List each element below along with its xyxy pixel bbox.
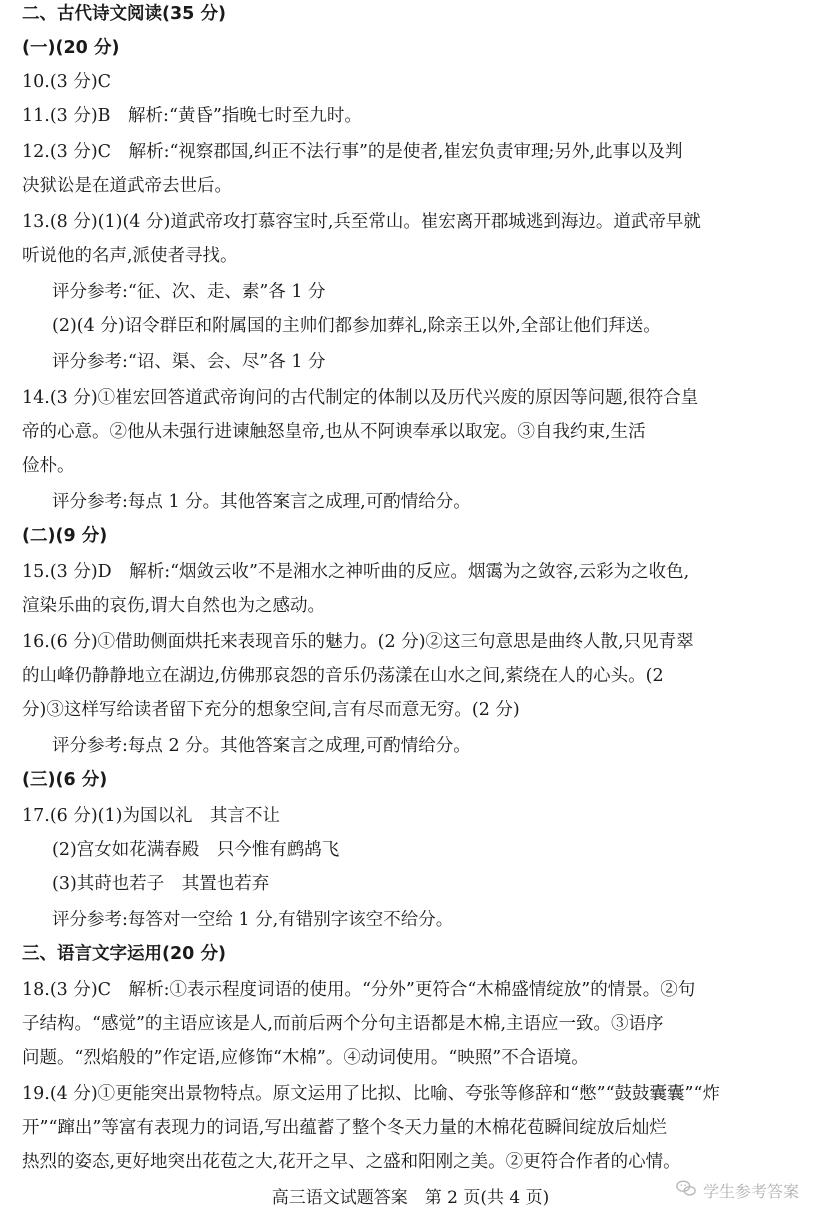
section-heading: (三)(6 分) (22, 770, 108, 790)
answer-line: 15.(3 分)D 解析:“烟敛云收”不是湘水之神听曲的反应。烟霭为之敛容,云彩为之收色, (22, 562, 690, 582)
answer-line: 评分参考:“征、次、走、素”各 1 分 (52, 282, 326, 302)
answer-line: 帝的心意。②他从未强行进谏触怒皇帝,也从不阿谀奉承以取宠。③自我约束,生活 (22, 422, 646, 442)
answer-line: 评分参考:每点 2 分。其他答案言之成理,可酌情给分。 (52, 736, 471, 756)
answer-line: 的山峰仍静静地立在湖边,仿佛那哀怨的音乐仍荡漾在山水之间,萦绕在人的心头。(2 (22, 666, 664, 686)
answer-line: 热烈的姿态,更好地突出花苞之大,花开之早、之盛和阳刚之美。②更符合作者的心情。 (22, 1152, 681, 1172)
answer-line: 子结构。“感觉”的主语应该是人,而前后两个分句主语都是木棉,主语应一致。③语序 (22, 1014, 664, 1034)
answer-line: 问题。“烈焰般的”作定语,应修饰“木棉”。④动词使用。“映照”不合语境。 (22, 1048, 589, 1068)
watermark-text: 学生参考答案 (702, 1181, 799, 1201)
section-heading: 二、古代诗文阅读(35 分) (22, 4, 226, 24)
answer-line: 13.(8 分)(1)(4 分)道武帝攻打慕容宝时,兵至常山。崔宏离开郡城逃到海边。道武帝早就 (22, 212, 701, 232)
answer-line: (2)宫女如花满春殿 只今惟有鹧鸪飞 (52, 840, 340, 860)
answer-line: 分)③这样写给读者留下充分的想象空间,言有尽而意无穷。(2 分) (22, 700, 520, 720)
answer-line: 11.(3 分)B 解析:“黄昏”指晚七时至九时。 (22, 106, 362, 126)
answer-line: 评分参考:“诏、渠、会、尽”各 1 分 (52, 352, 326, 372)
answer-line: 评分参考:每点 1 分。其他答案言之成理,可酌情给分。 (52, 492, 471, 512)
answer-line: (2)(4 分)诏令群臣和附属国的主帅们都参加葬礼,除亲王以外,全部让他们拜送。 (52, 316, 661, 336)
wechat-icon (675, 1177, 697, 1203)
answer-line: 开”“蹿出”等富有表现力的词语,写出蕴蓄了整个冬天力量的木棉花苞瞬间绽放后灿烂 (22, 1118, 667, 1138)
answer-line: 俭朴。 (22, 456, 75, 476)
answer-line: 19.(4 分)①更能突出景物特点。原文运用了比拟、比喻、夸张等修辞和“憋”“鼓鼓囊囊”“炸 (22, 1084, 720, 1104)
answer-line: 14.(3 分)①崔宏回答道武帝询问的古代制定的体制以及历代兴废的原因等问题,很符合皇 (22, 388, 699, 408)
answer-line: 18.(3 分)C 解析:①表示程度词语的使用。“分外”更符合“木棉盛情绽放”的情景。②句 (22, 980, 696, 1000)
answer-line: 16.(6 分)①借助侧面烘托来表现音乐的魅力。(2 分)②这三句意思是曲终人散,只见青翠 (22, 632, 694, 652)
section-heading: (一)(20 分) (22, 38, 120, 58)
answer-line: 10.(3 分)C (22, 72, 112, 92)
answer-line: (3)其莳也若子 其置也若弃 (52, 874, 270, 894)
answer-line: 决狱讼是在道武帝去世后。 (22, 176, 232, 196)
section-heading: (二)(9 分) (22, 526, 108, 546)
answer-line: 渲染乐曲的哀伤,谓大自然也为之感动。 (22, 596, 326, 616)
answer-line: 评分参考:每答对一空给 1 分,有错别字该空不给分。 (52, 910, 454, 930)
section-heading: 三、语言文字运用(20 分) (22, 944, 226, 964)
answer-line: 听说他的名声,派使者寻找。 (22, 246, 238, 266)
page-footer: 高三语文试题答案 第 2 页(共 4 页) (271, 1188, 550, 1208)
answer-line: 17.(6 分)(1)为国以礼 其言不让 (22, 806, 280, 826)
watermark (675, 1176, 799, 1204)
answer-line: 12.(3 分)C 解析:“视察郡国,纠正不法行事”的是使者,崔宏负责审理;另外,此事以及判 (22, 142, 683, 162)
